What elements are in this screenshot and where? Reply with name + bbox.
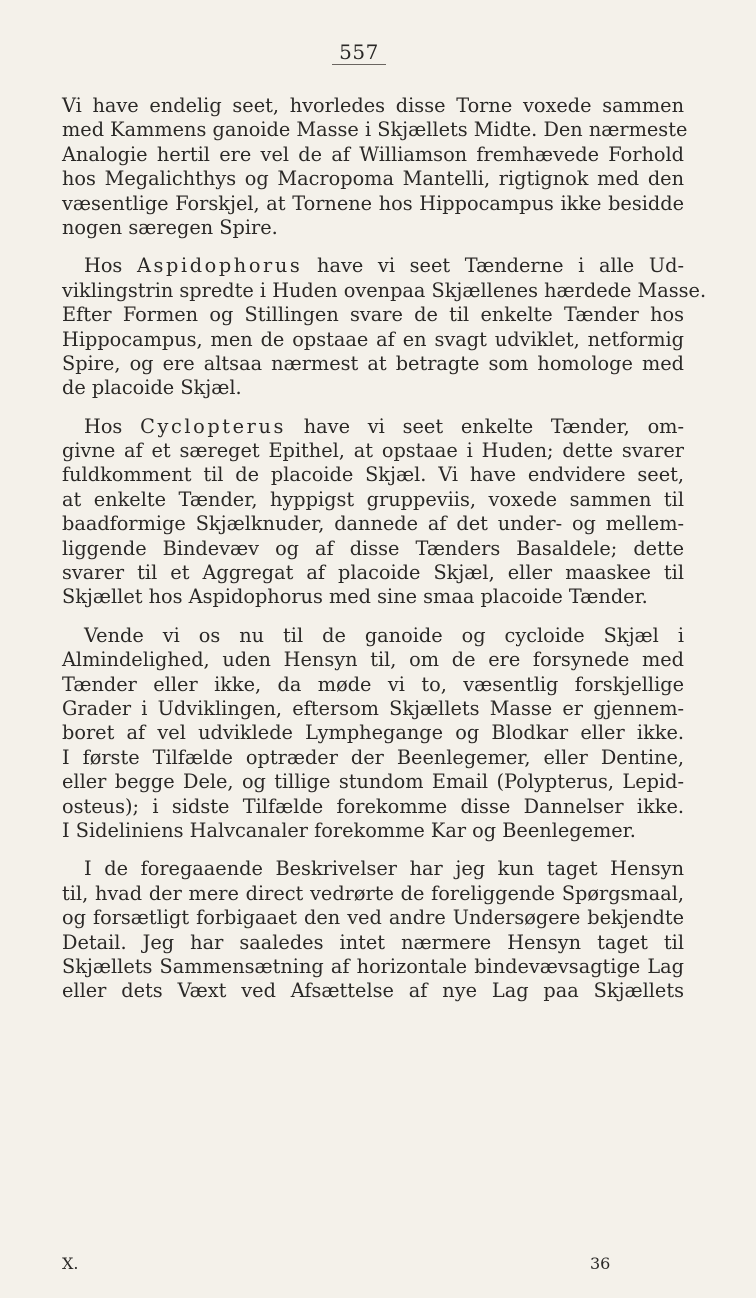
- text-line: boret af vel udviklede Lymphegange og Blodkar eller ikke.: [62, 721, 684, 745]
- paragraph-3: [62, 415, 684, 610]
- genus-name-aspidophorus: Aspidophorus: [136, 254, 303, 278]
- body-text: [62, 94, 707, 1004]
- text-line: Spire, og ere altsaa nærmest at betragte som homologe med: [62, 351, 684, 375]
- text-line: med Kammens ganoide Masse i Skjællets Midte. Den nærmeste: [62, 118, 688, 142]
- lead-rest: have vi seet enkelte Tænder, om-: [285, 414, 684, 438]
- text-line: og forsætligt forbigaaet den ved andre Undersøgere bekjendte: [62, 906, 684, 930]
- text-line: baadformige Skjælknuder, dannede af det under- og mellem-: [62, 512, 684, 536]
- genus-name-cyclopterus: Cyclopterus: [140, 414, 286, 438]
- text-line: viklingstrin spredte i Huden ovenpaa Skjællenes hærdede Masse.: [62, 278, 707, 302]
- text-line: Analogie hertil ere vel de af Williamson fremhævede Forhold: [62, 142, 684, 166]
- text-line: eller dets Væxt ved Afsættelse af nye Lag paa Skjællets: [62, 979, 684, 1003]
- text-line: osteus); i sidste Tilfælde forekomme disse Dannelser ikke.: [62, 794, 684, 818]
- text-line-first: Vende vi os nu til de ganoide og cycloide Skjæl i: [84, 623, 684, 647]
- paragraph-1: [62, 94, 688, 240]
- text-line-first: [62, 415, 684, 439]
- lead-word: Hos: [84, 414, 141, 438]
- text-line: givne af et særeget Epithel, at opstaae i Huden; dette svarer: [62, 439, 684, 463]
- text-line: nogen særegen Spire.: [62, 215, 278, 239]
- text-line: væsentlige Forskjel, at Tornene hos Hippocampus ikke besidde: [62, 191, 684, 215]
- lead-word: Hos: [84, 254, 137, 278]
- text-line: Vi have endelig seet, hvorledes disse Torne voxede sammen: [62, 94, 684, 117]
- text-line: eller begge Dele, og tillige stundom Email (Polypterus, Lepid-: [62, 770, 684, 794]
- text-line: Skjællet hos Aspidophorus med sine smaa placoide Tænder.: [62, 585, 648, 609]
- signature-mark-right: 36: [590, 1254, 611, 1273]
- text-line: fuldkomment til de placoide Skjæl. Vi have endvidere seet,: [62, 463, 684, 487]
- text-line: at enkelte Tænder, hyppigst gruppeviis, voxede sammen til: [62, 487, 684, 511]
- text-line: liggende Bindevæv og af disse Tænders Basaldele; dette: [62, 536, 684, 560]
- paragraph-5: [62, 857, 684, 1003]
- signature-mark-left: X.: [62, 1254, 79, 1273]
- text-line: de placoide Skjæl.: [62, 376, 242, 400]
- text-line: til, hvad der mere direct vedrørte de foreliggende Spørgsmaal,: [62, 881, 684, 905]
- text-line: Tænder eller ikke, da møde vi to, væsentlig forskjellige: [62, 672, 684, 696]
- text-line: Efter Formen og Stillingen svare de til enkelte Tænder hos: [62, 303, 684, 327]
- text-line: svarer til et Aggregat af placoide Skjæl, eller maaskee til: [62, 561, 684, 585]
- text-line: Hippocampus, men de opstaae af en svagt udviklet, netformig: [62, 327, 684, 351]
- paragraph-2: [62, 254, 707, 400]
- lead-rest: have vi seet Tænderne i alle Ud-: [302, 254, 684, 278]
- paragraph-4: [62, 624, 684, 844]
- text-line: Almindelighed, uden Hensyn til, om de ere forsynede med: [62, 648, 684, 672]
- text-line: I første Tilfælde optræder der Beenlegemer, eller Dentine,: [62, 745, 684, 769]
- text-line: Skjællets Sammensætning af horizontale bindevævsagtige Lag: [62, 954, 684, 978]
- text-line: hos Megalichthys og Macropoma Mantelli, rigtignok med den: [62, 167, 684, 191]
- text-line-first: I de foregaaende Beskrivelser har jeg kun taget Hensyn: [84, 857, 684, 881]
- text-line: Grader i Udviklingen, eftersom Skjællets Masse er gjennem-: [62, 696, 684, 720]
- text-line: Detail. Jeg har saaledes intet nærmere Hensyn taget til: [62, 930, 684, 954]
- text-line-first: [62, 254, 684, 278]
- page-number: 557: [332, 40, 386, 65]
- text-line: I Sideliniens Halvcanaler forekomme Kar og Beenlegemer.: [62, 818, 636, 842]
